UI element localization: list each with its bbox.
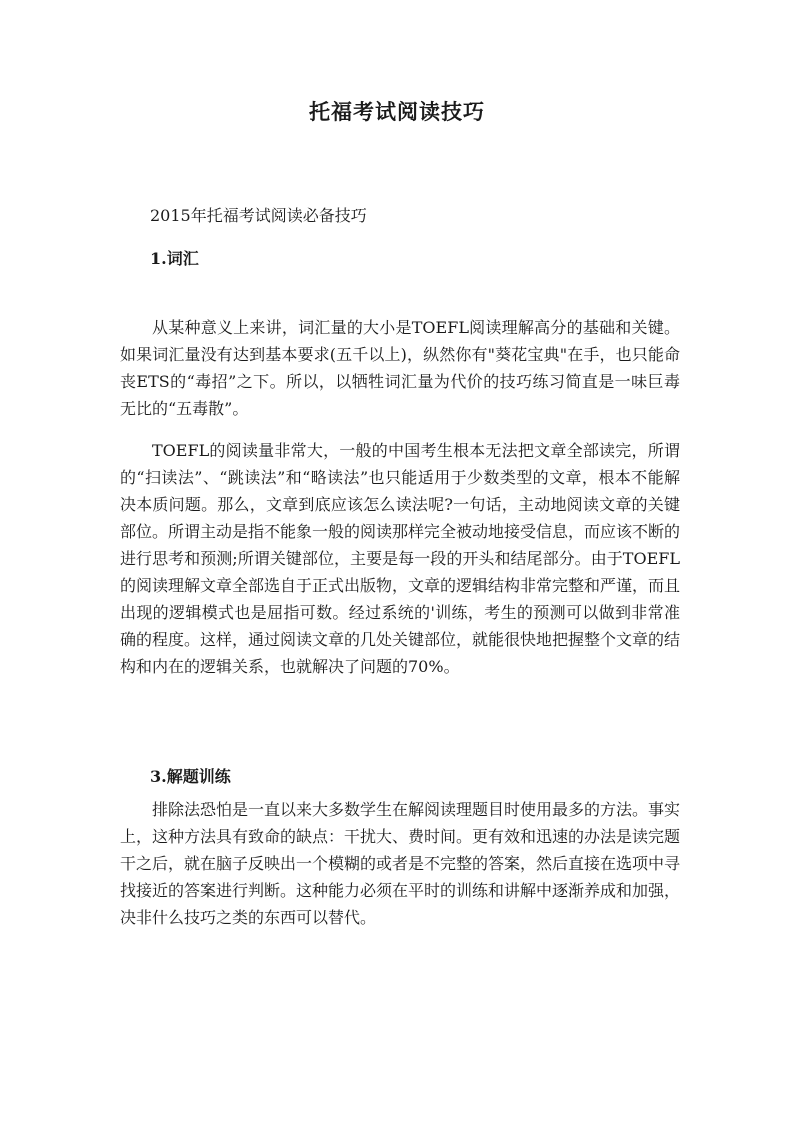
- paragraph-vocabulary-1: 从某种意义上来讲，词汇量的大小是TOEFL阅读理解高分的基础和关键。如果词汇量没有达到基本要求(五千以上)，纵然你有"葵花宝典"在手，也只能命丧ETS的“毒招”之下。所以，以牺牲词汇量为代价的技巧练习简直是一味巨毒无比的“五毒散”。: [120, 318, 680, 418]
- section-heading-vocabulary: 1.词汇: [150, 249, 199, 268]
- document-subtitle: 2015年托福考试阅读必备技巧: [150, 206, 367, 225]
- paragraph-vocabulary-2: TOEFL的阅读量非常大，一般的中国考生根本无法把文章全部读完，所谓的“扫读法”、“跳读法”和“略读法”也只能适用于少数类型的文章，根本不能解决本质问题。那么，文章到底应该怎么读法呢?一句话，主动地阅读文章的关键部位。所谓主动是指不能象一般的阅读那样完全被动地接受信息，而应该不断的进行思考和预测;所谓关键部位，主要是每一段的开头和结尾部分。由于TOEFL的阅读理解文章全部选自于正式出版物，文章的逻辑结构非常完整和严谨，而且出现的逻辑模式也是屈指可数。经过系统的'训练，考生的预测可以做到非常准确的程度。这样，通过阅读文章的几处关键部位，就能很快地把握整个文章的结构和内在的逻辑关系，也就解决了问题的70%。: [120, 441, 681, 676]
- document-title: 托福考试阅读技巧: [309, 99, 485, 124]
- paragraph-problem-solving-1: 排除法恐怕是一直以来大多数学生在解阅读理题目时使用最多的方法。事实上，这种方法具有致命的缺点：干扰大、费时间。更有效和迅速的办法是读完题干之后，就在脑子反映出一个模糊的或者是不完整的答案，然后直接在选项中寻找接近的答案进行判断。这种能力必须在平时的训练和讲解中逐渐养成和加强，决非什么技巧之类的东西可以替代。: [120, 800, 681, 927]
- section-heading-problem-solving: 3.解题训练: [150, 767, 231, 786]
